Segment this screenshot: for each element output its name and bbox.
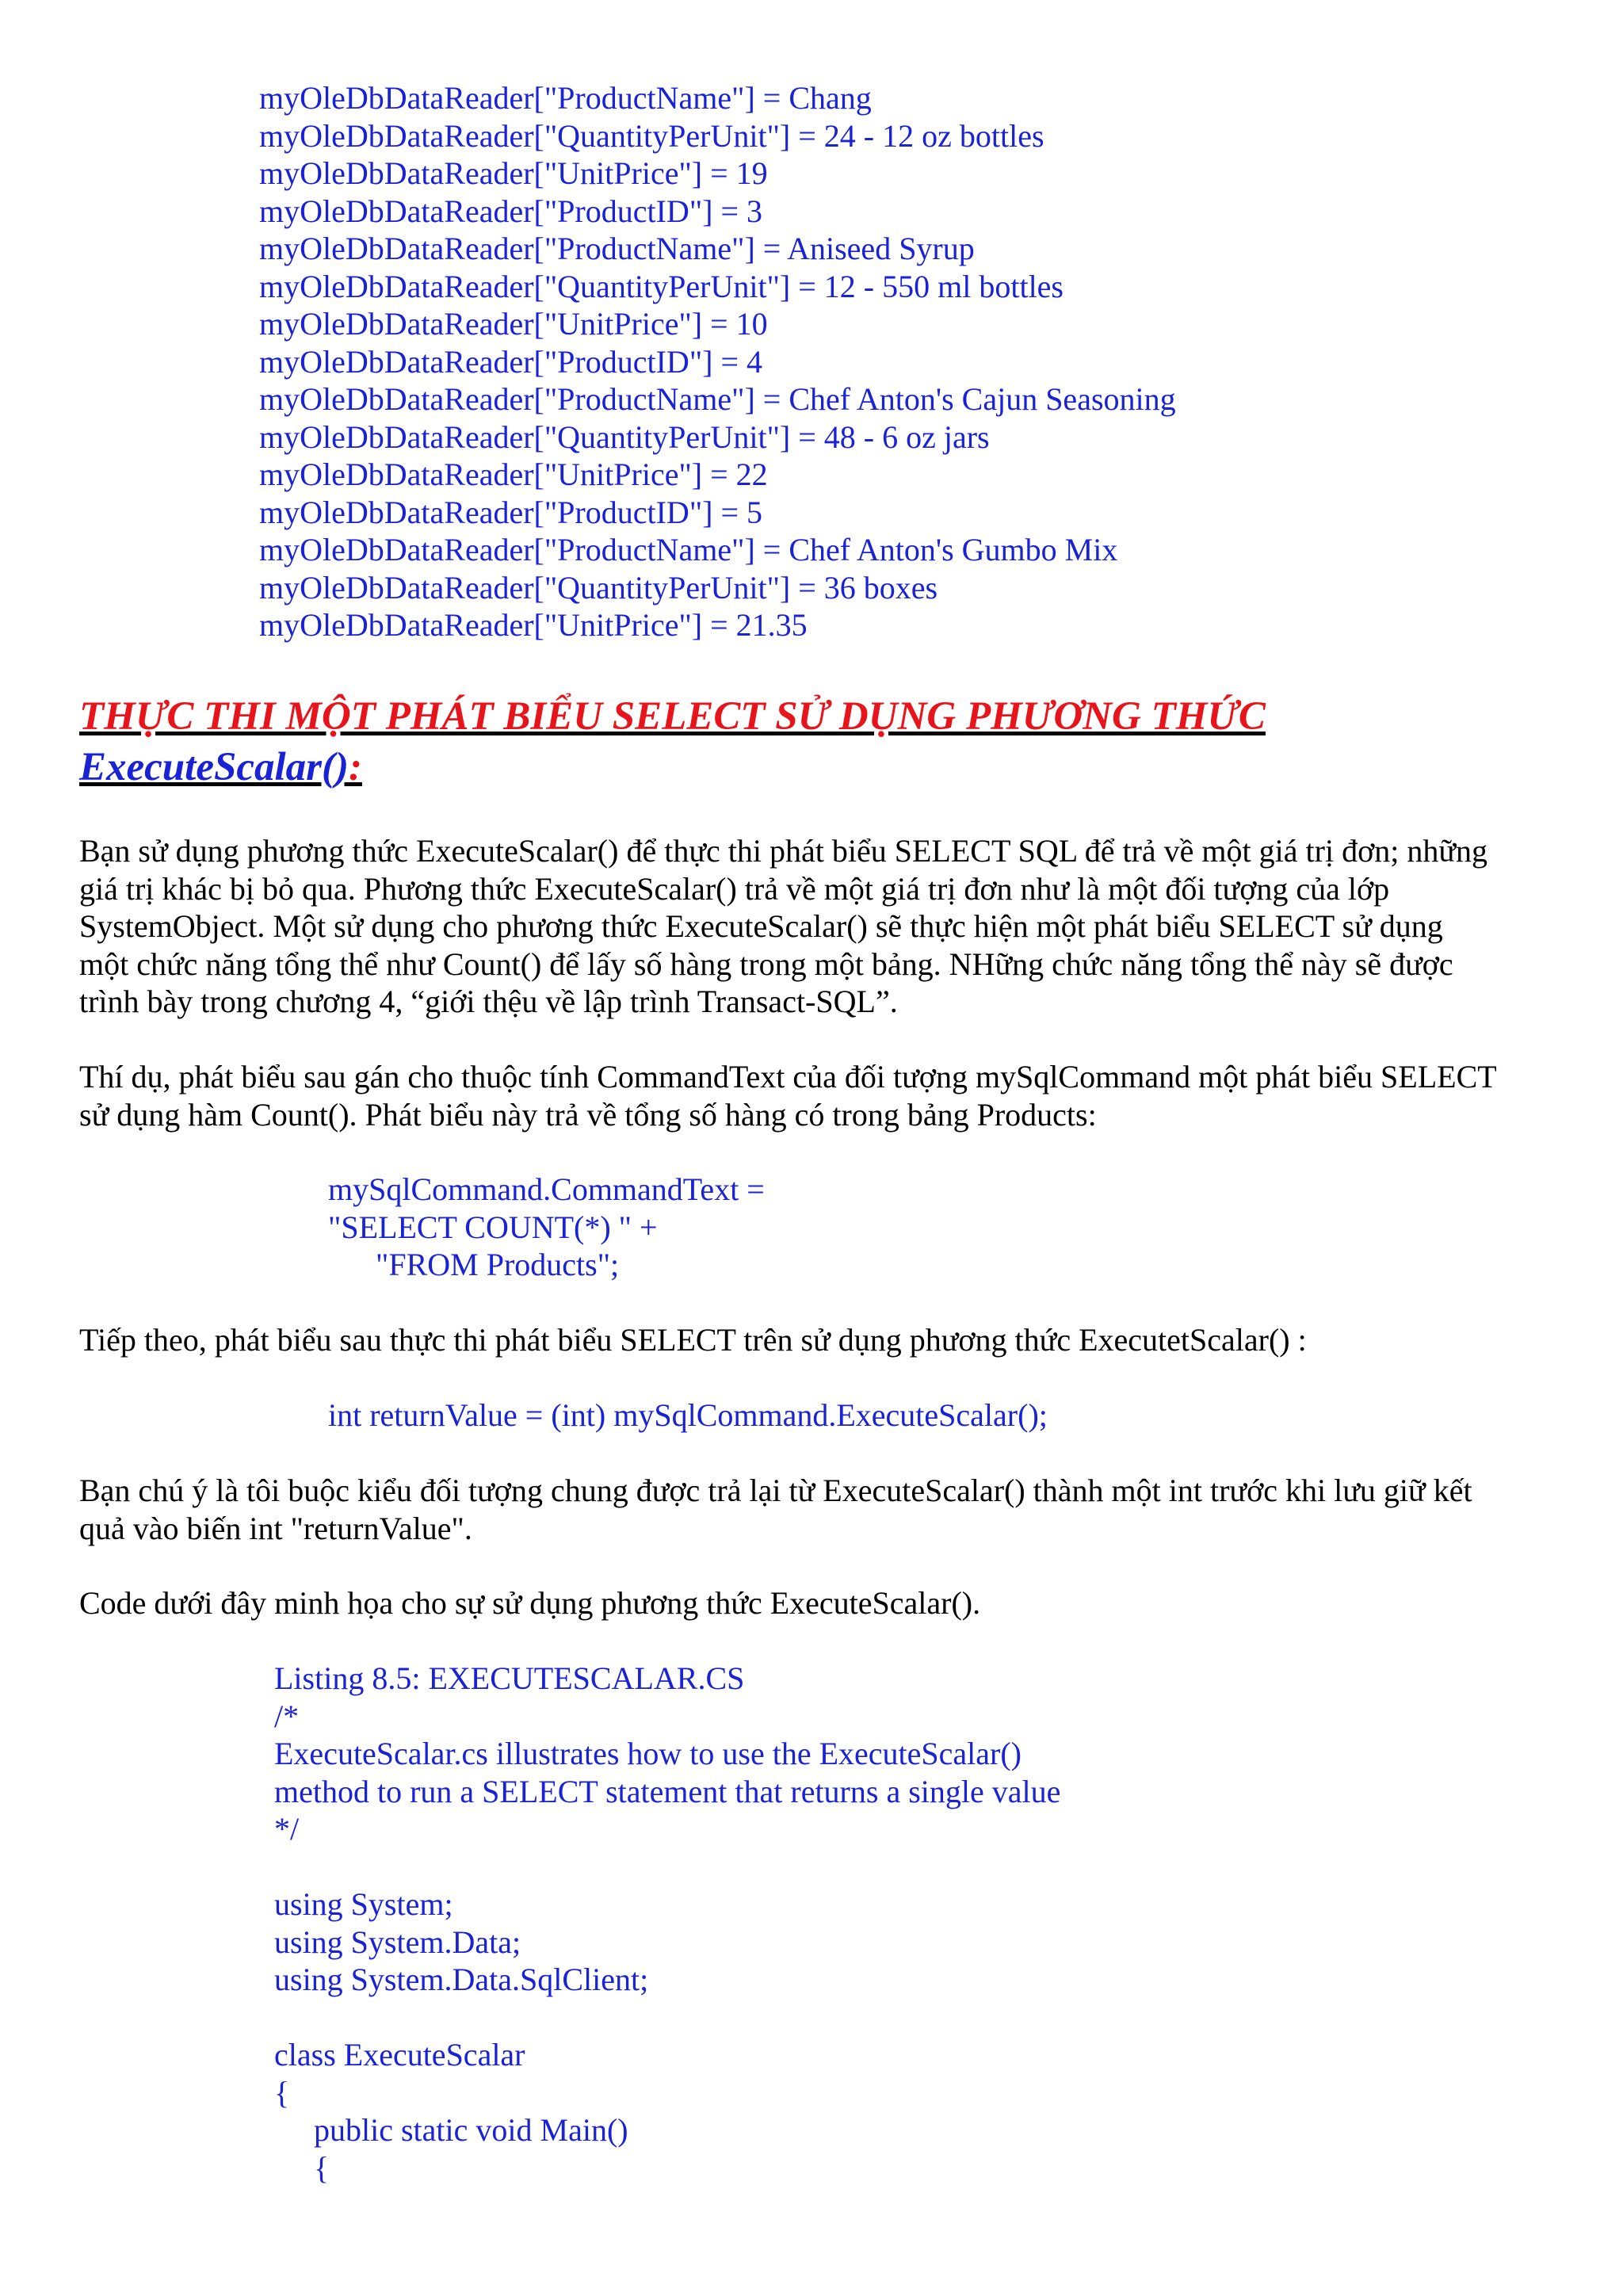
code-line: myOleDbDataReader["ProductName"] = Chef Anton's Gumbo Mix xyxy=(259,532,1118,567)
heading-line-2 xyxy=(79,742,1553,793)
paragraph-line: quả vào biến int "returnValue". xyxy=(79,1510,472,1546)
code-line: myOleDbDataReader["QuantityPerUnit"] = 36 boxes xyxy=(259,569,938,606)
listing-code-block xyxy=(274,1660,1060,2187)
code-line: method to run a SELECT statement that returns a single value xyxy=(274,1773,1061,1809)
code-line: { xyxy=(274,2149,330,2186)
paragraph-example xyxy=(79,1058,1553,1133)
code-line: using System.Data; xyxy=(274,1924,521,1960)
paragraph-line: Bạn chú ý là tôi buộc kiểu đối tượng chung được trả lại từ ExecuteScalar() thành một int trước khi lưu giữ kết xyxy=(79,1473,1472,1508)
code-line: ExecuteScalar.cs illustrates how to use the ExecuteScalar() xyxy=(274,1736,1022,1771)
code-line: myOleDbDataReader["UnitPrice"] = 21.35 xyxy=(259,607,808,643)
reader-output-block xyxy=(259,79,1176,644)
code-line: myOleDbDataReader["QuantityPerUnit"] = 24 - 12 oz bottles xyxy=(259,117,1044,154)
code-line: myOleDbDataReader["ProductID"] = 3 xyxy=(259,193,763,229)
paragraph-code-intro xyxy=(79,1584,1553,1622)
listing-title: Listing 8.5: EXECUTESCALAR.CS xyxy=(274,1660,745,1696)
paragraph-line: Tiếp theo, phát biểu sau thực thi phát biểu SELECT trên sử dụng phương thức ExecutetScalar() : xyxy=(79,1322,1307,1358)
code-line: myOleDbDataReader["UnitPrice"] = 19 xyxy=(259,155,768,191)
section-heading xyxy=(79,691,1553,793)
code-line: myOleDbDataReader["ProductName"] = Aniseed Syrup xyxy=(259,231,975,266)
paragraph-line: sử dụng hàm Count(). Phát biểu này trả về tổng số hàng có trong bảng Products: xyxy=(79,1096,1097,1133)
code-line xyxy=(274,1848,1060,1886)
heading-method-name: ExecuteScalar() xyxy=(79,745,349,789)
code-line: { xyxy=(274,2074,290,2111)
code-line: public static void Main() xyxy=(274,2112,628,2148)
paragraph-cast-note xyxy=(79,1472,1553,1547)
commandtext-code-block xyxy=(328,1171,765,1284)
code-line: using System; xyxy=(274,1886,453,1922)
code-line: */ xyxy=(274,1811,300,1847)
code-line: "FROM Products"; xyxy=(328,1247,620,1282)
paragraph-line: SystemObject. Một sử dụng cho phương thức ExecuteScalar() sẽ thực hiện một phát biểu SELECT sử dụng xyxy=(79,908,1443,944)
code-line: /* xyxy=(274,1698,300,1734)
code-line xyxy=(274,1999,1060,2037)
code-line: myOleDbDataReader["ProductName"] = Chang xyxy=(259,80,872,116)
code-line: "SELECT COUNT(*) " + xyxy=(328,1209,658,1245)
code-line: myOleDbDataReader["ProductID"] = 5 xyxy=(259,494,763,530)
paragraph-line: trình bày trong chương 4, “giới thệu về lập trình Transact-SQL”. xyxy=(79,984,898,1019)
code-line: myOleDbDataReader["ProductName"] = Chef Anton's Cajun Seasoning xyxy=(259,381,1176,417)
paragraph-next-step xyxy=(79,1321,1553,1359)
paragraph-line: Thí dụ, phát biểu sau gán cho thuộc tính CommandText của đối tượng mySqlCommand một phát biểu SELECT xyxy=(79,1059,1497,1095)
code-line: myOleDbDataReader["UnitPrice"] = 22 xyxy=(259,457,768,492)
code-line: mySqlCommand.CommandText = xyxy=(328,1171,765,1207)
code-line: int returnValue = (int) mySqlCommand.ExecuteScalar(); xyxy=(328,1397,1048,1433)
code-line: myOleDbDataReader["UnitPrice"] = 10 xyxy=(259,306,768,342)
code-line: using System.Data.SqlClient; xyxy=(274,1962,649,1997)
code-line: myOleDbDataReader["QuantityPerUnit"] = 12 - 550 ml bottles xyxy=(259,268,1064,304)
heading-colon: : xyxy=(348,745,362,789)
code-line: myOleDbDataReader["QuantityPerUnit"] = 48 - 6 oz jars xyxy=(259,418,990,455)
heading-line-1: THỰC THI MỘT PHÁT BIỂU SELECT SỬ DỤNG PHƯƠNG THỨC xyxy=(79,694,1266,739)
paragraph-intro xyxy=(79,832,1553,1021)
paragraph-line: Code dưới đây minh họa cho sự sử dụng phương thức ExecuteScalar(). xyxy=(79,1585,981,1621)
paragraph-line: một chức năng tổng thể như Count() để lấy số hàng trong một bảng. NHững chức năng tổng thể này sẽ được xyxy=(79,946,1453,982)
code-line: class ExecuteScalar xyxy=(274,2037,525,2073)
execute-code-block xyxy=(328,1396,1048,1435)
paragraph-line: giá trị khác bị bỏ qua. Phương thức ExecuteScalar() trả về một giá trị đơn như là một đối tượng của lớp xyxy=(79,870,1390,907)
paragraph-line: Bạn sử dụng phương thức ExecuteScalar() để thực thi phát biểu SELECT SQL để trả về một giá trị đơn; những xyxy=(79,833,1488,869)
code-line: myOleDbDataReader["ProductID"] = 4 xyxy=(259,343,763,380)
